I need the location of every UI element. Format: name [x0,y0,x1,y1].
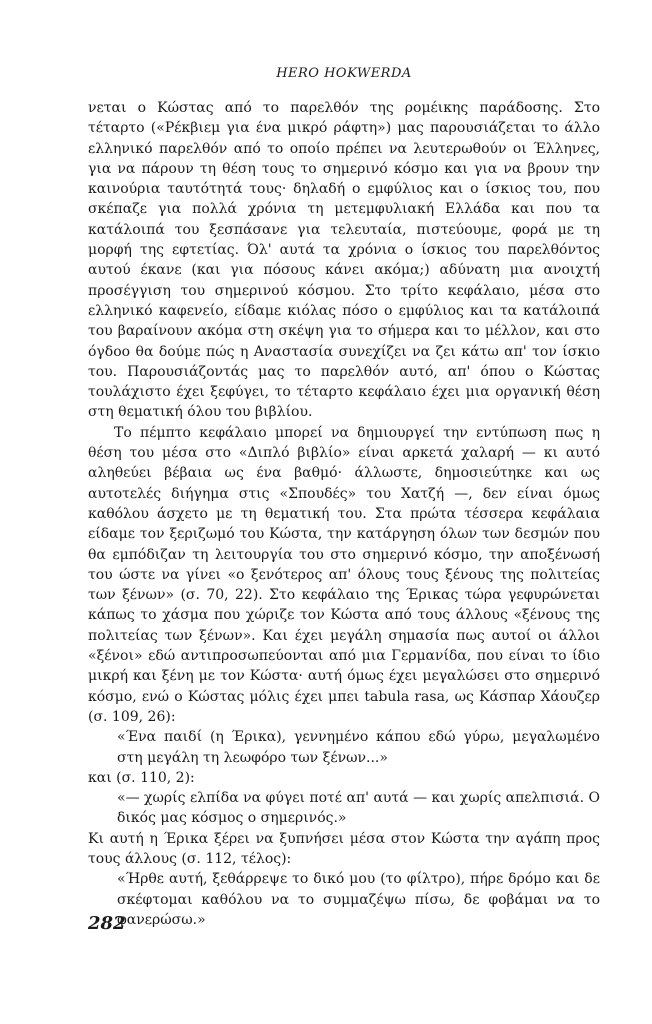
block-quote-3: «Ήρθε αυτή, ξεθάρρεψε το δικό μου (το φίλτρο), πήρε δρόμο και δε σκέφτομαι καθόλου να το συμμαζέψω πίσω, δε φοβάμαι να το φανερώσω.» [117,871,600,928]
text-line-between-quotes: και (σ. 110, 2): [88,769,195,786]
page-number: 282 [88,913,126,934]
paragraph-continued: νεται ο Κώστας από το παρελθόν της ρομέικης παράδοσης. Στο τέταρτο («Ρέκβιεμ για ένα μικρό ράφτη») μας παρουσιάζεται το άλλο ελληνικό παρελθόν από το οποίο πρέπει να λευτερωθούν οι Έλληνες, για να πάρουν τη θέση τους το σημερινό κόσμο και για να βρουν την καινούρια ταυτότητά τους· δηλαδή ο εμφύλιος και ο ίσκιος του, που σκέπαζε για πολλά χρόνια τη μετεμφυλιακή Ελλάδα και που τα κατάλοιπά του ξεσπάσανε για τελευταία, πιστεύουμε, φορά με τη μορφή της εφτετίας. Όλ' αυτά τα χρόνια ο ίσκιος του παρελθόντος αυτού έκανε (και για πόσους κάνει ακόμα;) αδύνατη μια ανοιχτή προσέγγιση του σημερινού κόσμου. Στο τρίτο κεφάλαιο, μέσα στο ελληνικό καφενείο, είδαμε κιόλας πόσο ο εμφύλιος και τα κατάλοιπά του βαραίνουν ακόμα στη σκέψη για το σήμερα και το μέλλον, και στο όγδοο θα δούμε πώς η Αναστασία συνεχίζει να ζει κάτω απ' τον ίσκιο του. Παρουσιάζοντάς μας το παρελθόν αυτό, απ' όπου ο Κώστας τουλάχιστο έχει ξεφύγει, το τέταρτο κεφάλαιο έχει μια οργανική θέση στη θεματική όλου του βιβλίου. [88,100,600,421]
page-body [88,66,600,930]
paragraph-fifth-chapter: Το πέμπτο κεφάλαιο μπορεί να δημιουργεί την εντύπωση πως η θέση του μέσα στο «Διπλό βιβλίο» είναι αρκετά χαλαρή — κι αυτό αληθεύει βέβαια ως ένα βαθμό· άλλωστε, δημοσιεύτηκε και ως αυτοτελές διήγημα στις «Σπουδές» του Χατζή —, δεν είναι όμως καθόλου άσχετο με τη θεματική του. Στα πρώτα τέσσερα κεφάλαια είδαμε τον ξεριζωμό του Κώστα, την κατάργηση όλων των δεσμών που θα εμπόδιζαν τη λειτουργία του στο σημερινό κόσμο, την αποξένωσή του ώστε να γίνει «ο ξενότερος απ' όλους τους ξένους της πολιτείας των ξένων» (σ. 70, 22). Στο κεφάλαιο της Έρικας τώρα γεφυρώνεται κάπως το χάσμα που χώριζε τον Κώστα από τους άλλους «ξένους της πολιτείας των ξένων». Και έχει μεγάλη σημασία πως αυτοί οι άλλοι «ξένοι» εδώ αντιπροσωπεύονται από μια Γερμανίδα, που είναι το ίδιο μικρή και ξένη με τον Κώστα· αυτή όμως έχει μεγαλώσει στο σημερινό κόσμο, ενώ ο Κώστας μόλις έχει μπει tabula rasa, ως Κάσπαρ Χάουζερ (σ. 109, 26): [88,424,600,725]
paragraph-erika: Κι αυτή η Έρικα ξέρει να ξυπνήσει μέσα στον Κώστα την αγάπη προς τους άλλους (σ. 112, τέλος): [88,830,600,867]
block-quote-1: «Ένα παιδί (η Έρικα), γεννημένο κάπου εδώ γύρω, μεγαλωμένο στη μεγάλη τη λεωφόρο των ξένων...» [117,729,600,766]
block-quote-2: «— χωρίς ελπίδα να φύγει ποτέ απ' αυτά — και χωρίς απελπισιά. Ο δικός μας κόσμος ο σημερινός.» [117,790,600,827]
running-head: HERO HOKWERDA [276,66,412,81]
